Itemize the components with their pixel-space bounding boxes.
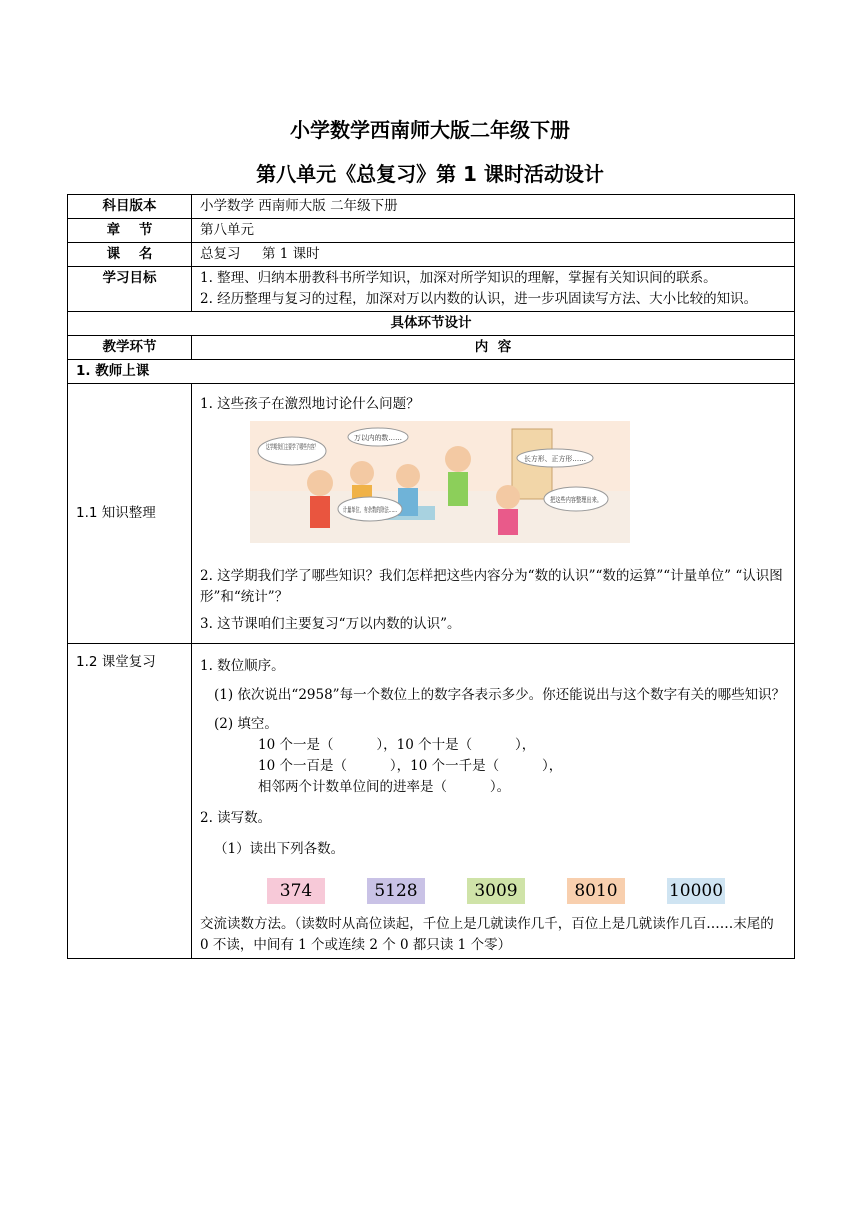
item-3: （1）读出下列各数。: [214, 841, 345, 857]
edition-label: 科目版本: [68, 195, 192, 219]
section-header-row: [68, 312, 795, 336]
section-1-2-row: [68, 644, 795, 959]
document-subtitle: 第八单元《总复习》第 1 课时活动设计: [256, 162, 604, 186]
edition-value: 小学数学 西南师大版 二年级下册: [192, 195, 795, 219]
goals-cell: [192, 267, 795, 312]
stage-header: 教学环节: [68, 336, 192, 360]
bubble-2: 万以内的数……: [354, 434, 403, 442]
number-card: 5128: [367, 878, 425, 904]
bubble-1: 这学期我们主要学了哪些内容？: [266, 443, 364, 451]
bubble-3: 长方形、正方形……: [524, 455, 587, 463]
reading-method-note: 交流读数方法。（读数时从高位读起，千位上是几就读作几千，百位上是几就读作几百……末尾的 0 不读，中间有 1 个或连续 2 个 0 都只读 1 个零）: [200, 916, 774, 953]
number-cards: [200, 860, 786, 914]
item-1: (1) 依次说出“2958”每一个数位上的数字各表示多少。你还能说出与这个数字有关的哪些知识？: [214, 687, 786, 703]
bubble-4: 计量单位、有余数的除法……: [343, 506, 434, 514]
question-2: 2. 这学期我们学了哪些知识？我们怎样把这些内容分为“数的认识”“数的运算”“计量单位” “认识图形”和“统计”？: [200, 568, 783, 605]
section-header: 具体环节设计: [68, 312, 795, 336]
number-card: 10000: [667, 878, 725, 904]
goals-label: 学习目标: [68, 267, 192, 312]
chapter-row: [68, 219, 795, 243]
section-1-2-label: 1.2 课堂复习: [68, 644, 192, 959]
question-1: 1. 这些孩子在激烈地讨论什么问题？: [200, 396, 420, 412]
chapter-label: 章 节: [68, 219, 192, 243]
lesson-plan-table: [67, 194, 795, 959]
column-header-row: [68, 336, 795, 360]
section-1-2-content: [192, 644, 795, 959]
heading-digit-order: 1. 数位顺序。: [200, 658, 285, 674]
fill-line-3: 相邻两个计数单位间的进率是（ ）。: [258, 779, 511, 795]
document-title: 小学数学西南师大版二年级下册: [290, 118, 570, 142]
goals-row: [68, 267, 795, 312]
section-1-1-label: 1.1 知识整理: [68, 384, 192, 644]
section-1-1-row: [68, 384, 795, 644]
children-discussion-illustration: [250, 421, 630, 543]
content-header: 内 容: [192, 336, 795, 360]
lesson-value: 总复习 第 1 课时: [192, 243, 795, 267]
chapter-value: 第八单元: [192, 219, 795, 243]
section-1-1-content: [192, 384, 795, 644]
heading-read-write: 2. 读写数。: [200, 810, 272, 826]
fill-line-2: 10 个一百是（ ），10 个一千是（ ），: [258, 758, 563, 774]
number-card: 8010: [567, 878, 625, 904]
fill-line-1: 10 个一是（ ），10 个十是（ ），: [258, 737, 536, 753]
question-3: 3. 这节课咱们主要复习“万以内数的认识”。: [200, 616, 461, 632]
edition-row: [68, 195, 795, 219]
item-2: (2) 填空。: [214, 716, 278, 732]
part1-row: [68, 360, 795, 384]
lesson-row: [68, 243, 795, 267]
part1-heading: 1. 教师上课: [68, 360, 795, 384]
bubble-5: 把这些内容整理出来。: [550, 496, 620, 504]
goal-1: 1. 整理、归纳本册教科书所学知识，加深对所学知识的理解，掌握有关知识间的联系。: [200, 270, 717, 286]
goal-2: 2. 经历整理与复习的过程，加深对万以内数的认识，进一步巩固读写方法、大小比较的知识。: [200, 291, 758, 307]
lesson-label: 课 名: [68, 243, 192, 267]
number-card: 3009: [467, 878, 525, 904]
number-card: 374: [267, 878, 325, 904]
